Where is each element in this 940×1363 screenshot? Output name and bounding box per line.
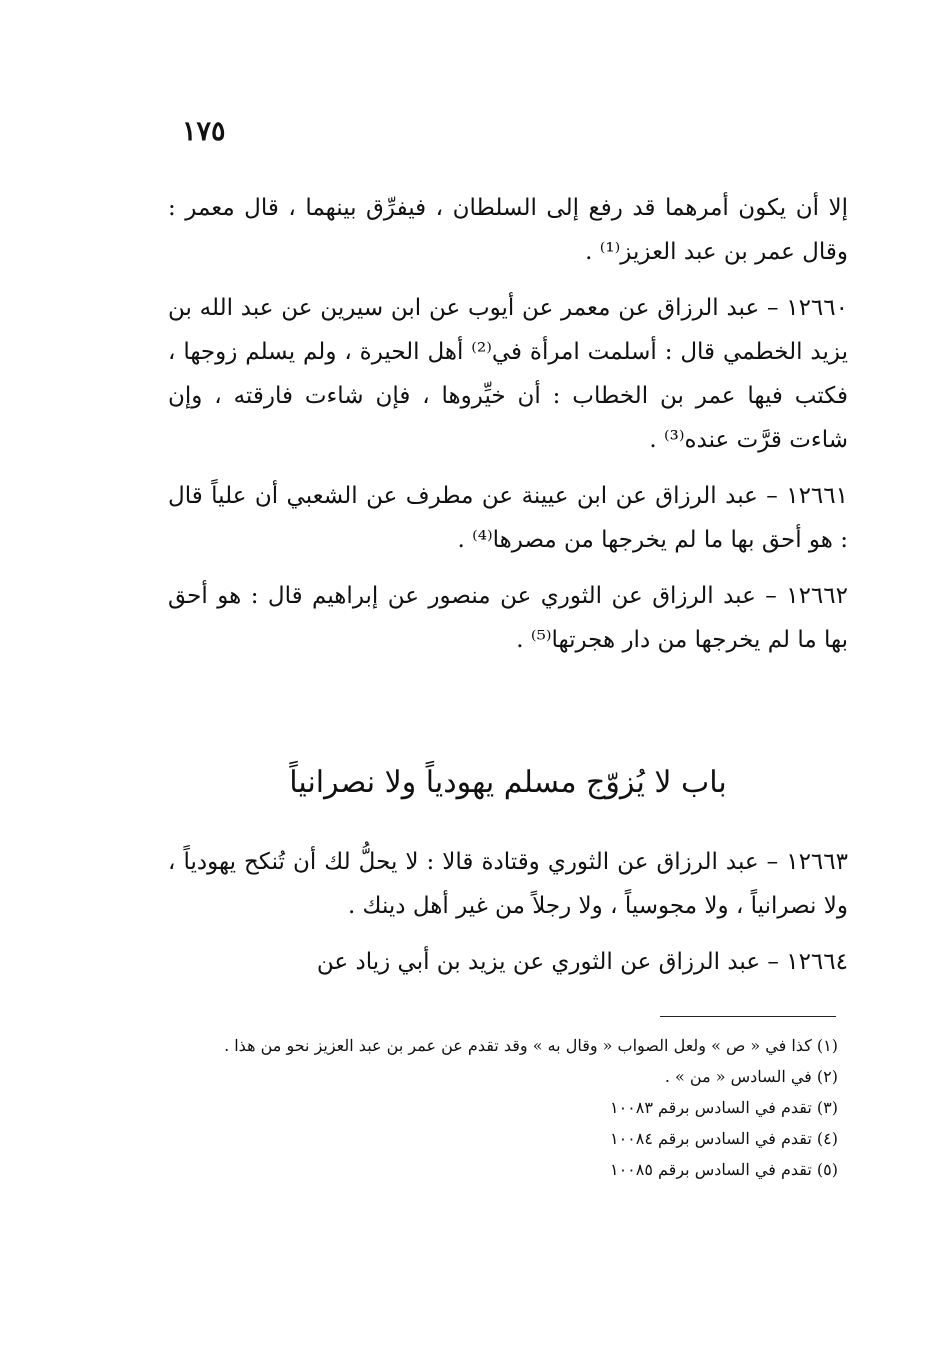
footnote-5: (٥) تقدم في السادس برقم ١٠٠٨٥: [609, 1160, 838, 1179]
footnote-1: (١) كذا في « ص » ولعل الصواب « وقال به » وقد تقدم عن عمر بن عبد العزيز نحو من هذا .: [224, 1036, 838, 1055]
footnote-2: (٢) في السادس « من » .: [664, 1067, 838, 1086]
hadith-12660: ١٢٦٦٠ – عبد الرزاق عن معمر عن أيوب عن ابن سيرين عن عبد الله بن يزيد الخطمي قال : أسلمت امرأة في⁽²⁾ أهل الحيرة ، ولم يسلم زوجها ، فكتب فيها عمر بن الخطاب : أن خيِّروها ، فإن شاءت فارقته ، وإن شاءت قرَّت عنده⁽³⁾ .: [168, 295, 848, 453]
hadith-12662: ١٢٦٦٢ – عبد الرزاق عن الثوري عن منصور عن إبراهيم قال : هو أحق بها ما لم يخرجها من دار هجرتها⁽⁵⁾ .: [168, 583, 848, 653]
main-text-upper: [168, 186, 848, 674]
footnotes: [168, 1030, 838, 1185]
footnote-divider: [660, 1016, 836, 1017]
hadith-12663: ١٢٦٦٣ – عبد الرزاق عن الثوري وقتادة قالا : لا يحلُّ لك أن تُنكح يهودياً ، ولا نصرانياً ، ولا مجوسياً ، ولا رجلاً من غير أهل دينك .: [168, 849, 848, 919]
hadith-12664: ١٢٦٦٤ – عبد الرزاق عن الثوري عن يزيد بن أبي زياد عن: [316, 949, 848, 975]
footnote-3: (٣) تقدم في السادس برقم ١٠٠٨٣: [609, 1098, 838, 1117]
main-text-lower: [168, 840, 848, 996]
chapter-title: باب لا يُزوّج مسلم يهودياً ولا نصرانياً: [289, 765, 727, 800]
paragraph-continuation: إلا أن يكون أمرهما قد رفع إلى السلطان ، فيفرِّق بينهما ، قال معمر : وقال عمر بن عبد العزيز⁽¹⁾ .: [168, 195, 848, 265]
footnote-4: (٤) تقدم في السادس برقم ١٠٠٨٤: [609, 1129, 838, 1148]
page-number: ١٧٥: [182, 116, 226, 147]
hadith-12661: ١٢٦٦١ – عبد الرزاق عن ابن عيينة عن مطرف عن الشعبي أن علياً قال : هو أحق بها ما لم يخرجها من مصرها⁽⁴⁾ .: [168, 483, 848, 553]
